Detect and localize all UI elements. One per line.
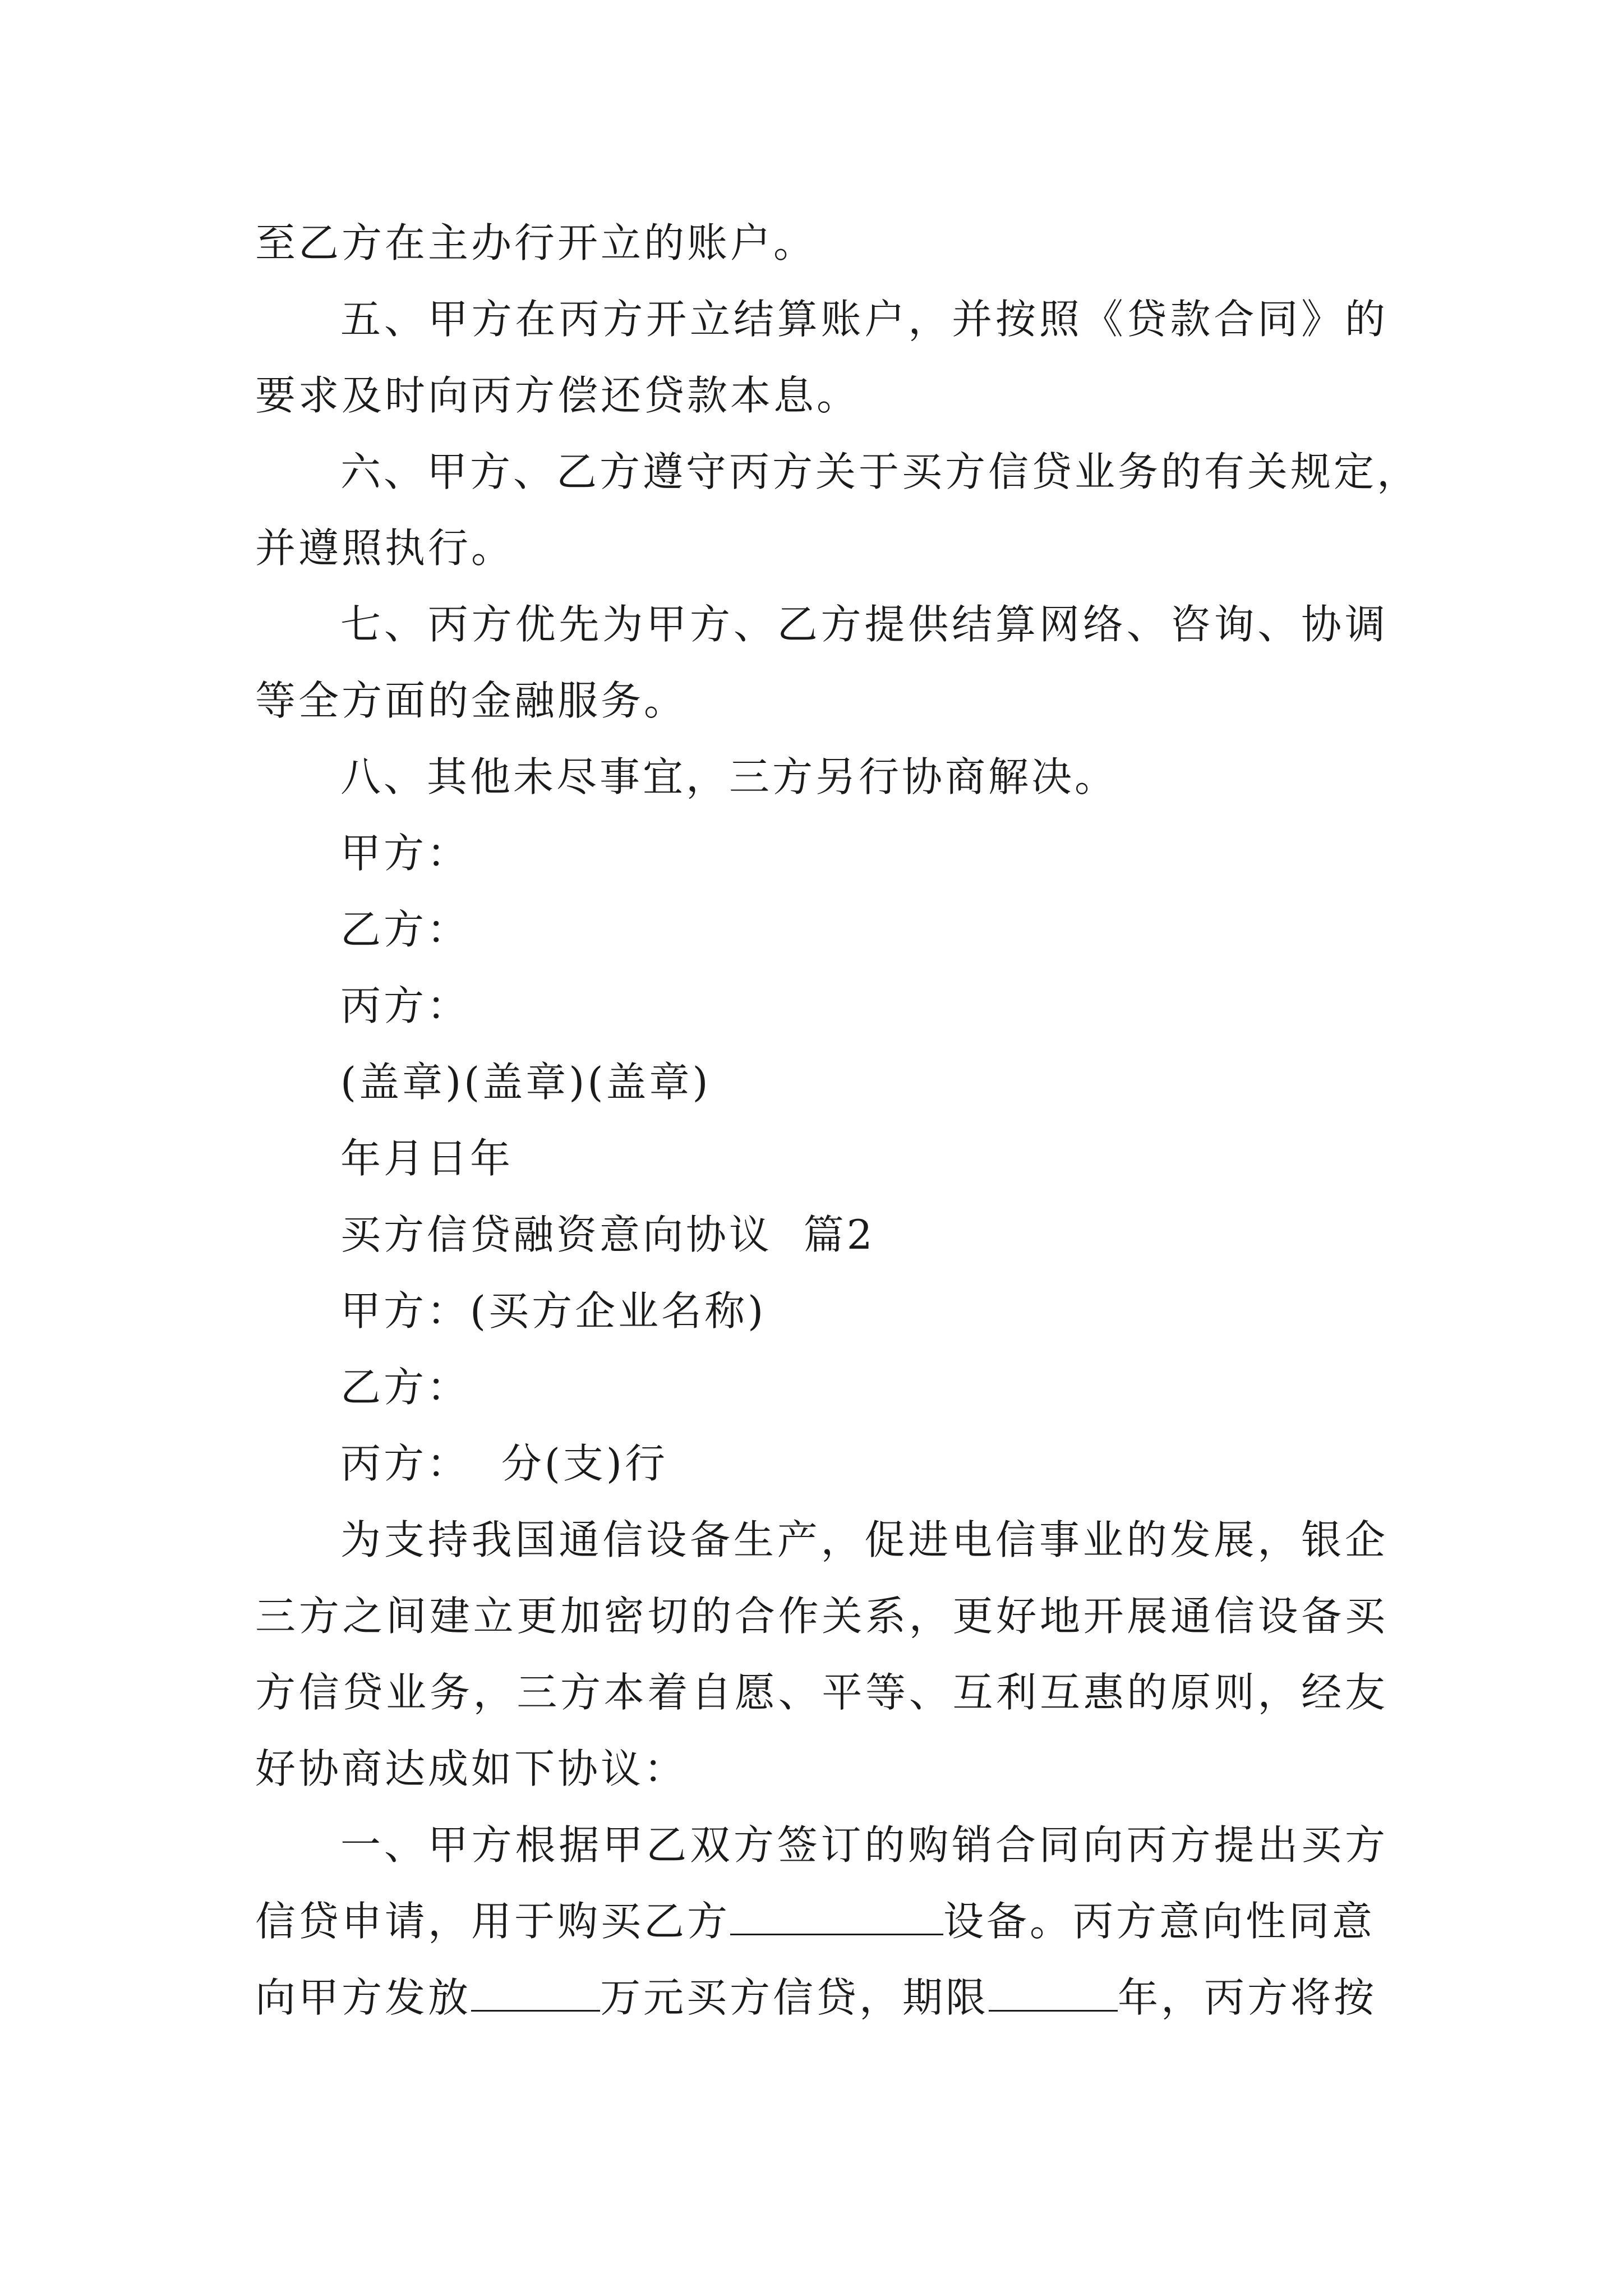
- signature-label-party-c: 丙方：: [340, 982, 471, 1029]
- fill-in-blank: [989, 1971, 1118, 2012]
- text-line: 一、甲方根据甲乙双方签订的购销合同向丙方提出买方: [340, 1821, 1388, 1869]
- document-body: [255, 205, 1421, 2036]
- text-segment: 年，丙方将按: [1118, 1974, 1377, 2021]
- section-title: 买方信贷融资意向协议 篇2: [340, 1211, 875, 1258]
- text-line-with-blank: [255, 1959, 1388, 2036]
- text-segment: 设备。丙方意向性同意: [943, 1898, 1376, 1945]
- seal-line: (盖章)(盖章)(盖章): [340, 1059, 711, 1106]
- party-c-line: 丙方： 分(支)行: [340, 1440, 668, 1487]
- date-line: 年月日年: [340, 1135, 514, 1182]
- text-line: 六、甲方、乙方遵守丙方关于买方信贷业务的有关规定，: [340, 448, 1421, 495]
- text-line: 好协商达成如下协议：: [255, 1745, 688, 1792]
- signature-label-party-a: 甲方：: [340, 830, 471, 877]
- party-b-line: 乙方：: [340, 1364, 471, 1411]
- text-line: 为支持我国通信设备生产，促进电信事业的发展，银企: [340, 1516, 1388, 1563]
- text-line: 并遵照执行。: [255, 524, 515, 572]
- text-line: 至乙方在主办行开立的账户。: [255, 219, 817, 266]
- text-line: 五、甲方在丙方开立结算账户，并按照《贷款合同》的: [340, 296, 1388, 343]
- text-line: 方信贷业务，三方本着自愿、平等、互利互惠的原则，经友: [255, 1669, 1388, 1716]
- text-line: 三方之间建立更加密切的合作关系，更好地开展通信设备买: [255, 1593, 1388, 1640]
- fill-in-blank: [730, 1894, 943, 1935]
- text-line: 要求及时向丙方偿还贷款本息。: [255, 372, 860, 419]
- signature-label-party-b: 乙方：: [340, 906, 471, 953]
- text-line-with-blank: [255, 1883, 1388, 1959]
- party-a-line: 甲方：(买方企业名称): [340, 1287, 767, 1335]
- fill-in-blank: [471, 1971, 600, 2012]
- text-segment: 万元买方信贷，期限: [600, 1974, 989, 2021]
- text-line: 等全方面的金融服务。: [255, 677, 688, 724]
- text-line: 七、丙方优先为甲方、乙方提供结算网络、咨询、协调: [340, 601, 1388, 648]
- text-line: 八、其他未尽事宜，三方另行协商解决。: [340, 753, 1118, 800]
- text-segment: 向甲方发放: [255, 1974, 472, 2021]
- text-segment: 信贷申请，用于购买乙方: [255, 1898, 731, 1945]
